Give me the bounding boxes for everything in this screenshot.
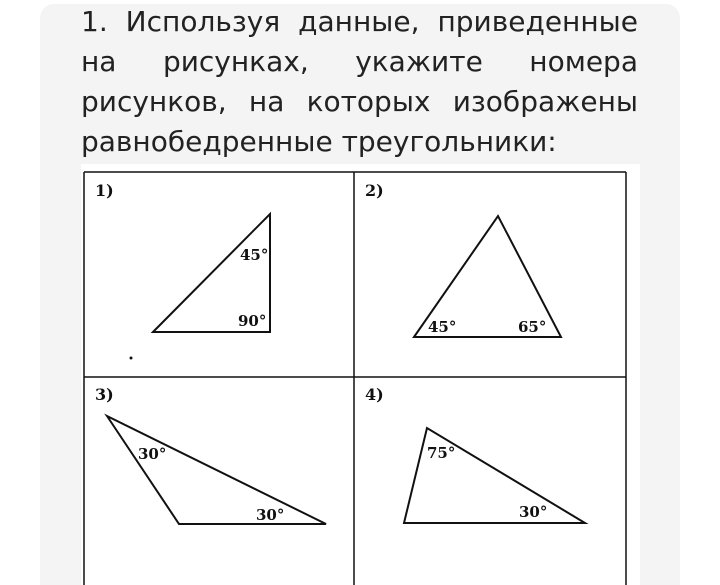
figure-panel [81, 164, 640, 585]
angle-label: 65° [518, 318, 547, 336]
figure-4 [365, 385, 585, 523]
angle-label: 75° [427, 444, 456, 462]
figure-2 [365, 181, 561, 337]
angle-label: 30° [256, 506, 285, 524]
triangle-figures [81, 164, 640, 585]
figure-1 [95, 181, 270, 360]
angle-label: 45° [428, 318, 457, 336]
print-dot [130, 357, 133, 360]
figure-number: 2) [365, 181, 384, 200]
scalene-triangle [404, 428, 585, 523]
angle-label: 45° [240, 246, 269, 264]
angle-label: 30° [519, 503, 548, 521]
figure-number: 1) [95, 181, 114, 200]
angle-label: 90° [238, 312, 267, 330]
question-text: 1. Используя данные, приведенные на рисунках, укажите номера рисунков, на которых изображены равнобедренные треугольники: [81, 5, 638, 158]
figure-number: 3) [95, 385, 114, 404]
obtuse-triangle [107, 416, 326, 524]
figure-3 [95, 385, 326, 524]
figure-number: 4) [365, 385, 384, 404]
angle-label: 30° [138, 445, 167, 463]
